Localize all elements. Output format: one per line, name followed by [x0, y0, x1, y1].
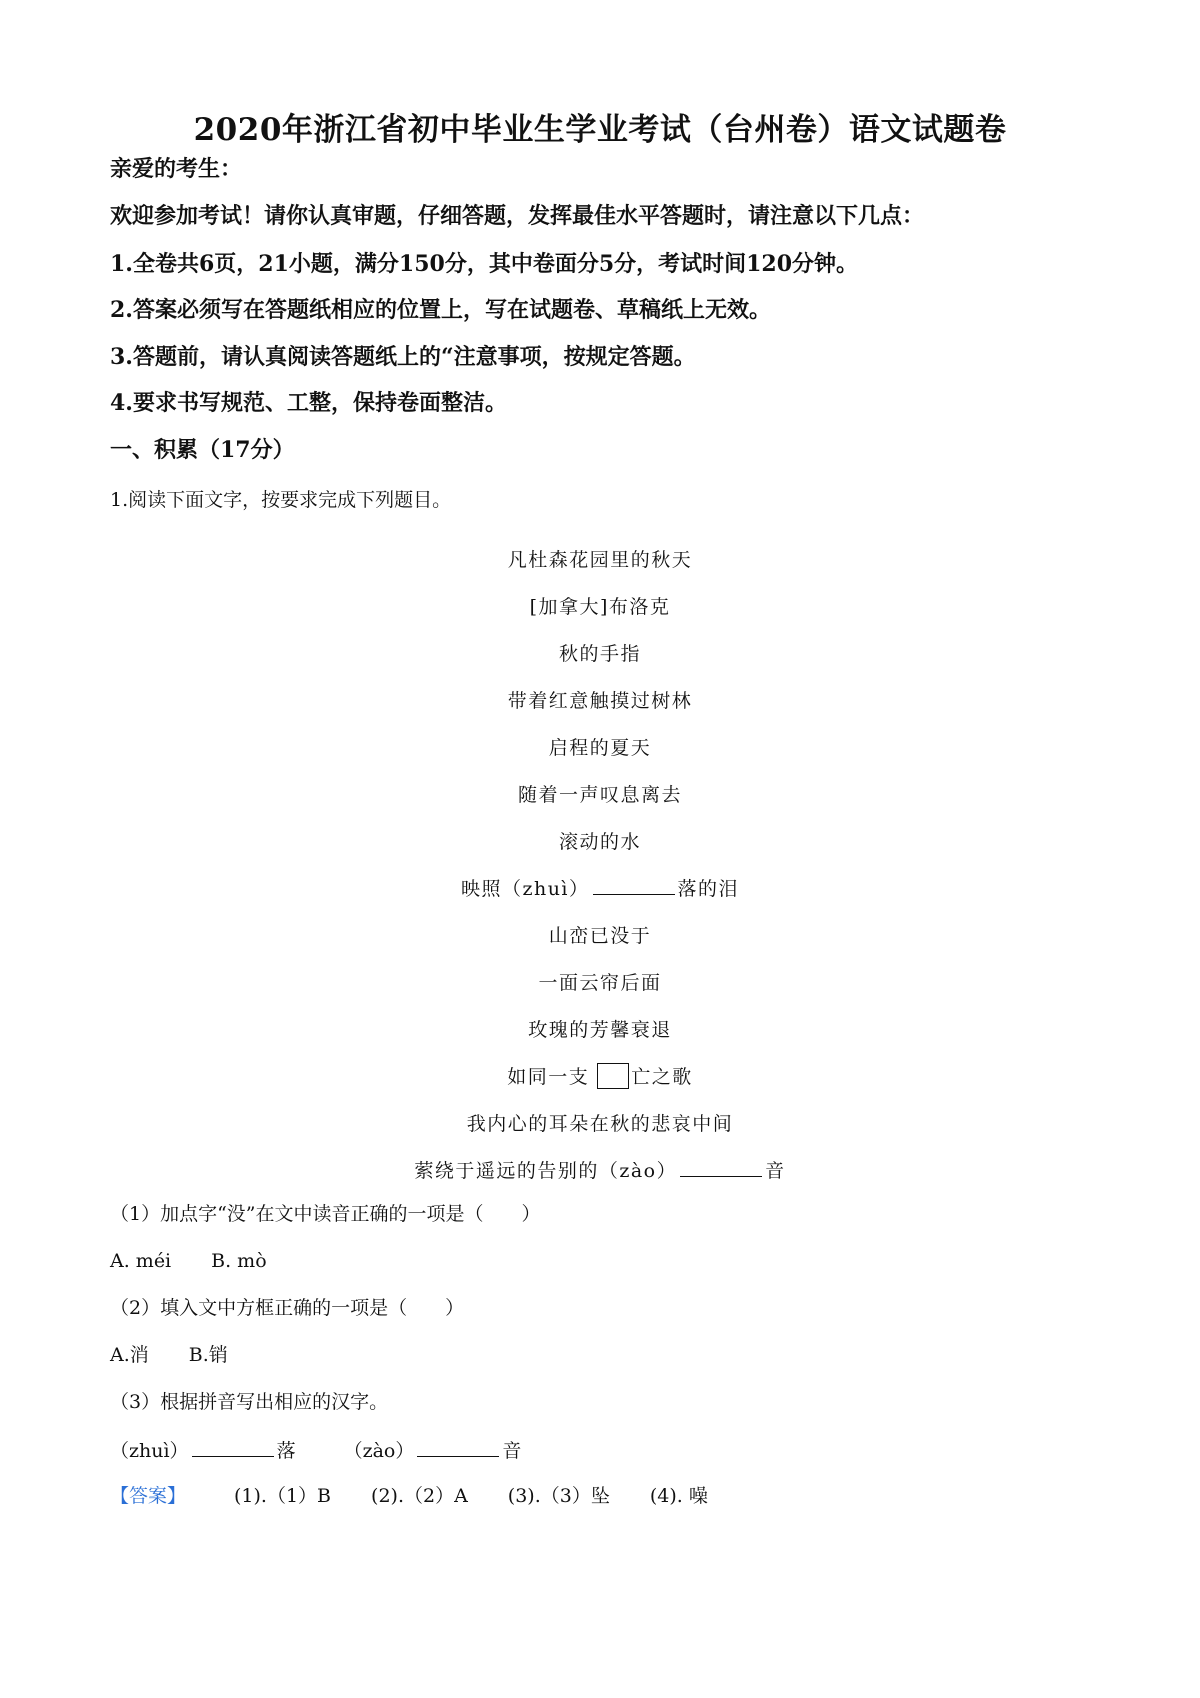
answer-item: (3).（3）坠 — [507, 1485, 610, 1507]
sub-question-3: （3）根据拼音写出相应的汉字。 — [110, 1391, 389, 1413]
section-heading: 一、积累（17分） — [110, 437, 295, 463]
option-b: B.销 — [188, 1344, 228, 1366]
answer-box[interactable] — [597, 1063, 629, 1089]
char-1: 落 — [276, 1440, 296, 1462]
intro-text: 欢迎参加考试！请你认真审题，仔细答题，发挥最佳水平答题时，请注意以下几点： — [110, 203, 925, 229]
poem-line-pre: 萦绕于遥远的告别的（zào） — [414, 1160, 678, 1182]
poem-line-box — [0, 1062, 1200, 1089]
fill-blank[interactable] — [593, 876, 675, 895]
note-2: 2.答案必须写在答题纸相应的位置上，写在试题卷、草稿纸上无效。 — [110, 297, 771, 323]
answer-item: (2).（2）A — [371, 1485, 468, 1507]
fill-blank[interactable] — [417, 1438, 499, 1457]
option-a: A.消 — [110, 1344, 149, 1366]
poem-line-post: 落的泪 — [677, 878, 740, 900]
note-4: 4.要求书写规范、工整，保持卷面整洁。 — [110, 390, 507, 416]
sub-question-3-blanks — [110, 1438, 521, 1463]
poem-line-pre: 如同一支 — [507, 1066, 590, 1088]
poem-title: 凡杜森花园里的秋天 — [507, 549, 693, 571]
poem-line-pre: 映照（zhuì） — [460, 878, 590, 900]
sub-question-2-options — [110, 1344, 228, 1367]
sub-question-2: （2）填入文中方框正确的一项是（ ） — [110, 1297, 465, 1319]
poem-line-blank-2 — [0, 1156, 1200, 1183]
poem-line: 一面云帘后面 — [538, 972, 662, 994]
poem-line: 玫瑰的芳馨衰退 — [528, 1019, 672, 1041]
poem-line-post: 音 — [765, 1160, 786, 1182]
answer-item: (4). 噪 — [649, 1485, 708, 1507]
fill-blank[interactable] — [680, 1158, 762, 1177]
poem-line-blank-1 — [0, 874, 1200, 901]
poem-author: [加拿大]布洛克 — [529, 596, 671, 618]
poem-line: 滚动的水 — [558, 831, 641, 853]
poem-line: 秋的手指 — [558, 643, 641, 665]
answer-label: 【答案】 — [110, 1485, 187, 1507]
poem-line: 带着红意触摸过树林 — [507, 690, 693, 712]
poem-line: 启程的夏天 — [548, 737, 652, 759]
answer-line — [110, 1485, 708, 1508]
note-3: 3.答题前，请认真阅读答题纸上的“注意事项，按规定答题。 — [110, 344, 696, 370]
pinyin-1: （zhuì） — [110, 1440, 189, 1462]
fill-blank[interactable] — [192, 1438, 274, 1457]
page-title: 2020年浙江省初中毕业生学业考试（台州卷）语文试题卷 — [193, 112, 1007, 148]
question-1-intro: 1.阅读下面文字，按要求完成下列题目。 — [110, 489, 452, 511]
poem-line-post: 亡之歌 — [631, 1066, 693, 1088]
poem-line: 我内心的耳朵在秋的悲哀中间 — [466, 1113, 734, 1135]
poem-line: 随着一声叹息离去 — [517, 784, 682, 806]
pinyin-2: （zào） — [343, 1440, 415, 1462]
option-a: A. méi — [110, 1250, 172, 1272]
sub-question-1: （1）加点字“没”在文中读音正确的一项是（ ） — [110, 1203, 541, 1225]
answer-item: (1).（1）B — [234, 1485, 332, 1507]
sub-question-1-options — [110, 1250, 267, 1273]
note-1: 1.全卷共6页，21小题，满分150分，其中卷面分5分，考试时间120分钟。 — [110, 251, 859, 277]
char-2: 音 — [502, 1440, 522, 1462]
greeting: 亲爱的考生： — [110, 156, 243, 182]
option-b: B. mò — [211, 1250, 267, 1272]
poem-line: 山峦已没于 — [548, 925, 652, 947]
